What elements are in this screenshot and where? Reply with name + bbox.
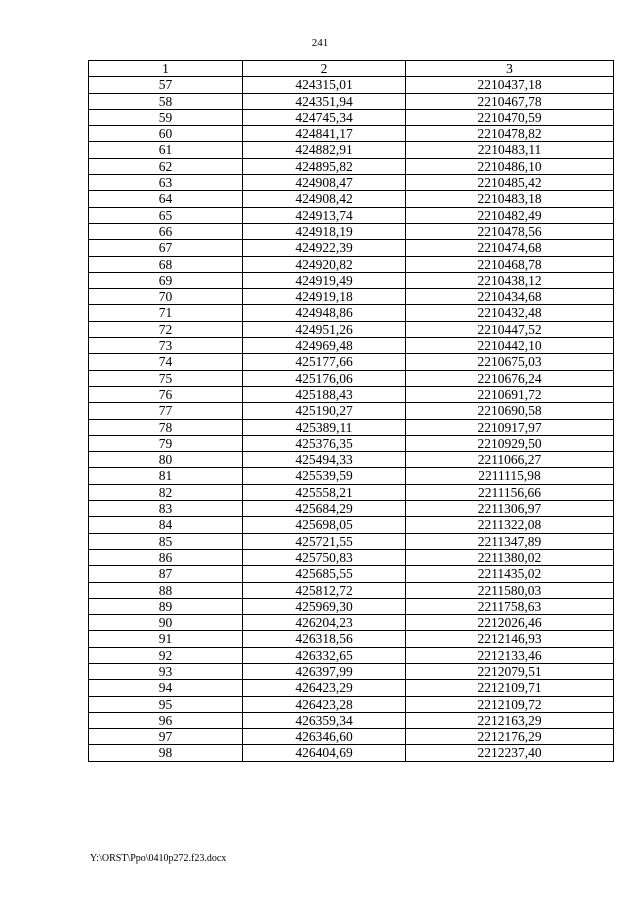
table-row bbox=[89, 696, 614, 712]
point-number-cell: 73 bbox=[89, 338, 243, 354]
table-row bbox=[89, 386, 614, 402]
y-coordinate-cell: 2210917,97 bbox=[406, 419, 614, 435]
y-coordinate-cell: 2211306,97 bbox=[406, 501, 614, 517]
table-row bbox=[89, 158, 614, 174]
y-coordinate-cell: 2212237,40 bbox=[406, 745, 614, 761]
point-number-cell: 62 bbox=[89, 158, 243, 174]
point-number-cell: 59 bbox=[89, 109, 243, 125]
table-row bbox=[89, 191, 614, 207]
x-coordinate-cell: 424919,49 bbox=[243, 272, 406, 288]
x-coordinate-cell: 424315,01 bbox=[243, 77, 406, 93]
y-coordinate-cell: 2212109,71 bbox=[406, 680, 614, 696]
x-coordinate-cell: 426359,34 bbox=[243, 712, 406, 728]
x-coordinate-cell: 426204,23 bbox=[243, 615, 406, 631]
table-row bbox=[89, 452, 614, 468]
point-number-cell: 64 bbox=[89, 191, 243, 207]
point-number-cell: 81 bbox=[89, 468, 243, 484]
x-coordinate-cell: 425558,21 bbox=[243, 484, 406, 500]
point-number-cell: 92 bbox=[89, 647, 243, 663]
table-row bbox=[89, 745, 614, 761]
point-number-cell: 80 bbox=[89, 452, 243, 468]
y-coordinate-cell: 2211380,02 bbox=[406, 549, 614, 565]
point-number-cell: 70 bbox=[89, 289, 243, 305]
table-row bbox=[89, 615, 614, 631]
x-coordinate-cell: 424919,18 bbox=[243, 289, 406, 305]
point-number-cell: 82 bbox=[89, 484, 243, 500]
point-number-cell: 71 bbox=[89, 305, 243, 321]
point-number-cell: 90 bbox=[89, 615, 243, 631]
point-number-cell: 89 bbox=[89, 598, 243, 614]
table-row bbox=[89, 338, 614, 354]
table-row bbox=[89, 712, 614, 728]
point-number-cell: 75 bbox=[89, 370, 243, 386]
point-number-cell: 86 bbox=[89, 549, 243, 565]
x-coordinate-cell: 426318,56 bbox=[243, 631, 406, 647]
x-coordinate-cell: 426423,29 bbox=[243, 680, 406, 696]
point-number-cell: 96 bbox=[89, 712, 243, 728]
x-coordinate-cell: 426404,69 bbox=[243, 745, 406, 761]
table-row bbox=[89, 272, 614, 288]
point-number-cell: 91 bbox=[89, 631, 243, 647]
x-coordinate-cell: 425812,72 bbox=[243, 582, 406, 598]
table-row bbox=[89, 631, 614, 647]
y-coordinate-cell: 2210470,59 bbox=[406, 109, 614, 125]
point-number-cell: 97 bbox=[89, 729, 243, 745]
y-coordinate-cell: 2210438,12 bbox=[406, 272, 614, 288]
y-coordinate-cell: 2210486,10 bbox=[406, 158, 614, 174]
table-row bbox=[89, 256, 614, 272]
point-number-cell: 77 bbox=[89, 403, 243, 419]
table-row bbox=[89, 126, 614, 142]
x-coordinate-cell: 426332,65 bbox=[243, 647, 406, 663]
x-coordinate-cell: 424351,94 bbox=[243, 93, 406, 109]
y-coordinate-cell: 2210478,56 bbox=[406, 223, 614, 239]
point-number-cell: 61 bbox=[89, 142, 243, 158]
y-coordinate-cell: 2212176,29 bbox=[406, 729, 614, 745]
point-number-cell: 69 bbox=[89, 272, 243, 288]
table-row bbox=[89, 501, 614, 517]
y-coordinate-cell: 2210468,78 bbox=[406, 256, 614, 272]
table-row bbox=[89, 517, 614, 533]
x-coordinate-cell: 424882,91 bbox=[243, 142, 406, 158]
y-coordinate-cell: 2212026,46 bbox=[406, 615, 614, 631]
x-coordinate-cell: 424908,47 bbox=[243, 175, 406, 191]
table-row bbox=[89, 647, 614, 663]
table-row bbox=[89, 582, 614, 598]
x-coordinate-cell: 425190,27 bbox=[243, 403, 406, 419]
y-coordinate-cell: 2210929,50 bbox=[406, 435, 614, 451]
y-coordinate-cell: 2211066,27 bbox=[406, 452, 614, 468]
y-coordinate-cell: 2210434,68 bbox=[406, 289, 614, 305]
y-coordinate-cell: 2210691,72 bbox=[406, 386, 614, 402]
table-row bbox=[89, 321, 614, 337]
x-coordinate-cell: 425376,35 bbox=[243, 435, 406, 451]
x-coordinate-cell: 425750,83 bbox=[243, 549, 406, 565]
x-coordinate-cell: 426346,60 bbox=[243, 729, 406, 745]
table-row bbox=[89, 419, 614, 435]
table-row bbox=[89, 468, 614, 484]
table-row bbox=[89, 680, 614, 696]
footer-file-path: Y:\ORST\Ppo\0410p272.f23.docx bbox=[90, 853, 227, 864]
point-number-cell: 95 bbox=[89, 696, 243, 712]
point-number-cell: 84 bbox=[89, 517, 243, 533]
y-coordinate-cell: 2210432,48 bbox=[406, 305, 614, 321]
x-coordinate-cell: 424920,82 bbox=[243, 256, 406, 272]
y-coordinate-cell: 2212163,29 bbox=[406, 712, 614, 728]
x-coordinate-cell: 425177,66 bbox=[243, 354, 406, 370]
point-number-cell: 63 bbox=[89, 175, 243, 191]
point-number-cell: 93 bbox=[89, 663, 243, 679]
point-number-cell: 78 bbox=[89, 419, 243, 435]
page-number: 241 bbox=[311, 37, 329, 49]
y-coordinate-cell: 2210447,52 bbox=[406, 321, 614, 337]
y-coordinate-cell: 2210442,10 bbox=[406, 338, 614, 354]
table-row bbox=[89, 289, 614, 305]
point-number-cell: 65 bbox=[89, 207, 243, 223]
x-coordinate-cell: 424841,17 bbox=[243, 126, 406, 142]
x-coordinate-cell: 424922,39 bbox=[243, 240, 406, 256]
x-coordinate-cell: 424895,82 bbox=[243, 158, 406, 174]
point-number-cell: 60 bbox=[89, 126, 243, 142]
y-coordinate-cell: 2210675,03 bbox=[406, 354, 614, 370]
table-row bbox=[89, 109, 614, 125]
point-number-cell: 72 bbox=[89, 321, 243, 337]
y-coordinate-cell: 2211435,02 bbox=[406, 566, 614, 582]
table-row bbox=[89, 729, 614, 745]
x-coordinate-cell: 424951,26 bbox=[243, 321, 406, 337]
x-coordinate-cell: 425494,33 bbox=[243, 452, 406, 468]
table-row bbox=[89, 566, 614, 582]
table-row bbox=[89, 598, 614, 614]
y-coordinate-cell: 2210474,68 bbox=[406, 240, 614, 256]
x-coordinate-cell: 425684,29 bbox=[243, 501, 406, 517]
x-coordinate-cell: 424948,86 bbox=[243, 305, 406, 321]
y-coordinate-cell: 2210483,11 bbox=[406, 142, 614, 158]
x-coordinate-cell: 425539,59 bbox=[243, 468, 406, 484]
table-row bbox=[89, 663, 614, 679]
x-coordinate-cell: 425698,05 bbox=[243, 517, 406, 533]
point-number-cell: 88 bbox=[89, 582, 243, 598]
table-body bbox=[89, 77, 614, 761]
point-number-cell: 98 bbox=[89, 745, 243, 761]
x-coordinate-cell: 426423,28 bbox=[243, 696, 406, 712]
point-number-cell: 57 bbox=[89, 77, 243, 93]
table-row bbox=[89, 354, 614, 370]
x-coordinate-cell: 425685,55 bbox=[243, 566, 406, 582]
table-row bbox=[89, 533, 614, 549]
column-header: 2 bbox=[243, 61, 406, 77]
point-number-cell: 74 bbox=[89, 354, 243, 370]
y-coordinate-cell: 2210437,18 bbox=[406, 77, 614, 93]
y-coordinate-cell: 2210478,82 bbox=[406, 126, 614, 142]
point-number-cell: 85 bbox=[89, 533, 243, 549]
y-coordinate-cell: 2212079,51 bbox=[406, 663, 614, 679]
x-coordinate-cell: 424745,34 bbox=[243, 109, 406, 125]
x-coordinate-cell: 424918,19 bbox=[243, 223, 406, 239]
x-coordinate-cell: 425721,55 bbox=[243, 533, 406, 549]
y-coordinate-cell: 2211156,66 bbox=[406, 484, 614, 500]
x-coordinate-cell: 424913,74 bbox=[243, 207, 406, 223]
x-coordinate-cell: 425389,11 bbox=[243, 419, 406, 435]
y-coordinate-cell: 2211347,89 bbox=[406, 533, 614, 549]
table-row bbox=[89, 370, 614, 386]
table-row bbox=[89, 435, 614, 451]
table-row bbox=[89, 142, 614, 158]
y-coordinate-cell: 2210482,49 bbox=[406, 207, 614, 223]
point-number-cell: 87 bbox=[89, 566, 243, 582]
table-row bbox=[89, 93, 614, 109]
y-coordinate-cell: 2211580,03 bbox=[406, 582, 614, 598]
x-coordinate-cell: 425969,30 bbox=[243, 598, 406, 614]
x-coordinate-cell: 424908,42 bbox=[243, 191, 406, 207]
point-number-cell: 68 bbox=[89, 256, 243, 272]
x-coordinate-cell: 425176,06 bbox=[243, 370, 406, 386]
table-row bbox=[89, 305, 614, 321]
point-number-cell: 58 bbox=[89, 93, 243, 109]
point-number-cell: 67 bbox=[89, 240, 243, 256]
y-coordinate-cell: 2212146,93 bbox=[406, 631, 614, 647]
y-coordinate-cell: 2211115,98 bbox=[406, 468, 614, 484]
y-coordinate-cell: 2212109,72 bbox=[406, 696, 614, 712]
y-coordinate-cell: 2210467,78 bbox=[406, 93, 614, 109]
point-number-cell: 76 bbox=[89, 386, 243, 402]
column-header: 3 bbox=[406, 61, 614, 77]
y-coordinate-cell: 2210485,42 bbox=[406, 175, 614, 191]
table-row bbox=[89, 240, 614, 256]
coordinates-table bbox=[88, 60, 614, 762]
column-header: 1 bbox=[89, 61, 243, 77]
table-row bbox=[89, 484, 614, 500]
point-number-cell: 83 bbox=[89, 501, 243, 517]
table-row bbox=[89, 223, 614, 239]
point-number-cell: 79 bbox=[89, 435, 243, 451]
x-coordinate-cell: 424969,48 bbox=[243, 338, 406, 354]
y-coordinate-cell: 2212133,46 bbox=[406, 647, 614, 663]
x-coordinate-cell: 425188,43 bbox=[243, 386, 406, 402]
table-row bbox=[89, 549, 614, 565]
table-row bbox=[89, 207, 614, 223]
y-coordinate-cell: 2210690,58 bbox=[406, 403, 614, 419]
x-coordinate-cell: 426397,99 bbox=[243, 663, 406, 679]
table-row bbox=[89, 175, 614, 191]
table-row bbox=[89, 403, 614, 419]
table-row bbox=[89, 77, 614, 93]
y-coordinate-cell: 2211322,08 bbox=[406, 517, 614, 533]
point-number-cell: 66 bbox=[89, 223, 243, 239]
table-header-row bbox=[89, 61, 614, 77]
y-coordinate-cell: 2210676,24 bbox=[406, 370, 614, 386]
y-coordinate-cell: 2211758,63 bbox=[406, 598, 614, 614]
point-number-cell: 94 bbox=[89, 680, 243, 696]
y-coordinate-cell: 2210483,18 bbox=[406, 191, 614, 207]
